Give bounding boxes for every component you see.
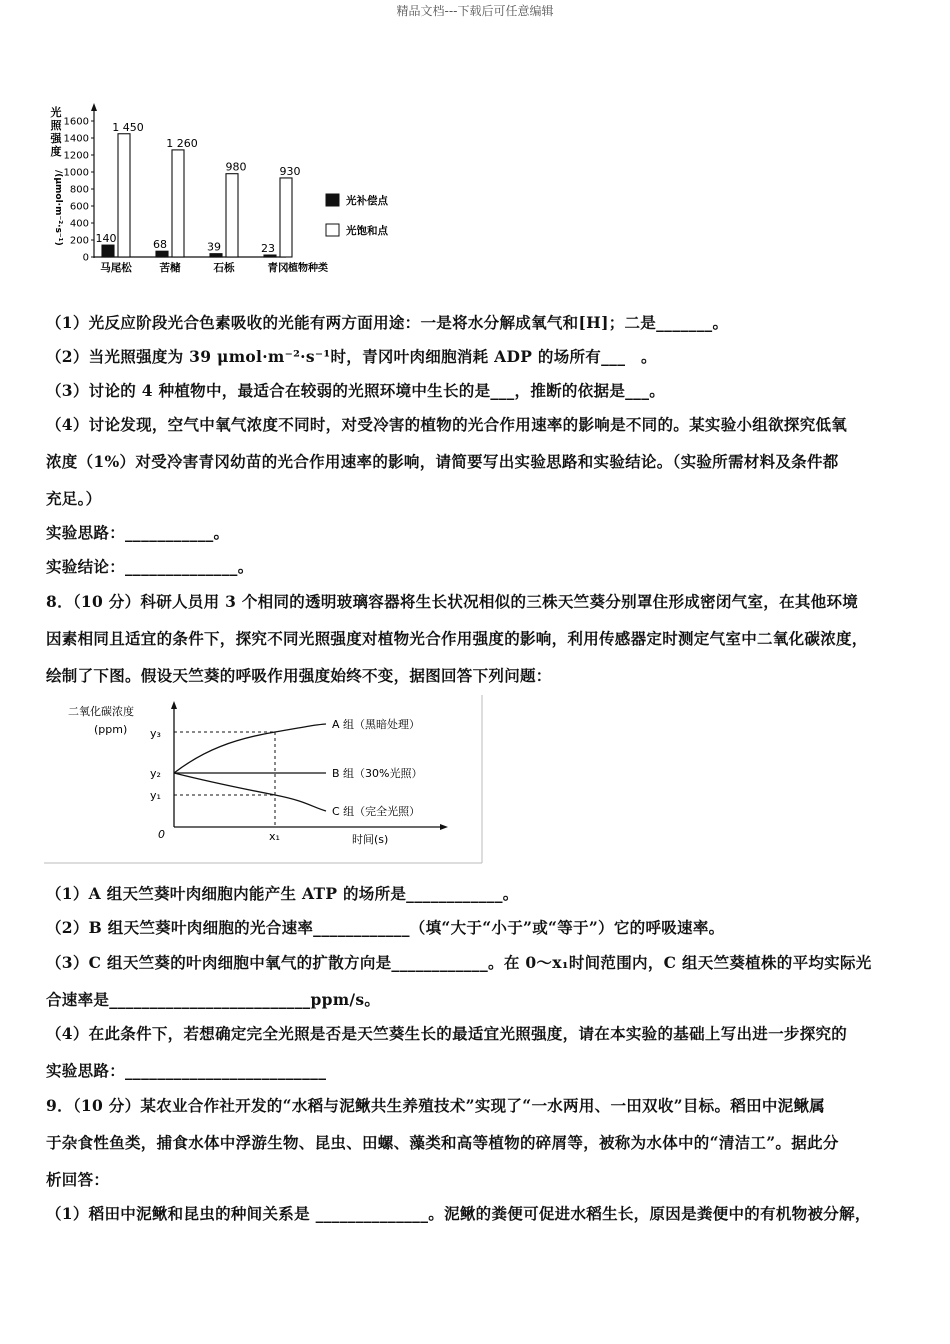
bar-saturation	[280, 178, 292, 257]
q7-part3: （3）讨论的 4 种植物中，最适合在较弱的光照环境中生长的是___，推断的依据是___。	[46, 381, 666, 400]
series-a-curve	[174, 724, 326, 773]
y-tick-label: 600	[69, 201, 89, 213]
q8-part3-line1: （3）C 组天竺葵的叶肉细胞中氧气的扩散方向是____________。在 0～x₁时间范围内，C 组天竺葵植株的平均实际光	[46, 953, 872, 972]
bar-value-label: 1 450	[112, 120, 144, 134]
y-axis-label-char: 光	[50, 106, 62, 119]
y2-label: y₂	[150, 767, 161, 780]
q8-part2: （2）B 组天竺葵叶肉细胞的光合速率____________（填“大于“小于”或“等于”）它的呼吸速率。	[46, 918, 725, 937]
series-a-label: A 组（黑暗处理）	[332, 718, 421, 731]
q8-part1: （1）A 组天竺葵叶肉细胞内能产生 ATP 的场所是____________。	[46, 884, 519, 903]
bar-value-label: 930	[279, 164, 301, 178]
bar-saturation	[118, 134, 130, 257]
y-tick-label: 800	[69, 184, 89, 196]
bar-compensation	[156, 251, 168, 257]
q8-intro-line1: 8．（10 分）科研人员用 3 个相同的透明玻璃容器将生长状况相似的三株天竺葵分别罩住形成密闭气室，在其他环境	[46, 592, 859, 611]
line-chart-svg	[44, 695, 484, 865]
legend-label-compensation: 光补偿点	[346, 195, 388, 207]
legend-swatch-saturation	[326, 224, 339, 236]
y-tick-label: 0	[82, 252, 89, 264]
q7-experiment-idea: 实验思路：___________。	[46, 523, 230, 542]
y-axis-label: 二氧化碳浓度	[68, 705, 134, 718]
origin-label: 0	[158, 828, 165, 841]
q7-part2: （2）当光照强度为 39 μmol·m⁻²·s⁻¹时，青冈叶肉细胞消耗 ADP 的场所有___ 。	[46, 347, 657, 366]
page-header: 精品文档---下载后可任意编辑	[396, 4, 554, 18]
bar-compensation	[264, 255, 276, 257]
y-tick-label: 1200	[63, 150, 89, 162]
bar-value-label: 980	[225, 160, 247, 174]
y-axis-unit: (ppm)	[94, 723, 128, 736]
q7-part4-line2: 浓度（1%）对受冷害青冈幼苗的光合作用速率的影响，请简要写出实验思路和实验结论。（实验所需材料及条件都	[46, 452, 839, 471]
legend-swatch-compensation	[326, 194, 339, 206]
x-axis-label: 时间(s)	[352, 833, 389, 846]
legend-label-saturation: 光饱和点	[346, 225, 388, 237]
x-category-label: 马尾松	[100, 262, 132, 274]
bar-value-label: 39	[207, 240, 221, 254]
q8-part4-line2: 实验思路：_________________________	[46, 1061, 327, 1080]
q9-part1: （1）稻田中泥鳅和昆虫的种间关系是 ______________。泥鳅的粪便可促进水稻生长，原因是粪便中的有机物被分解，	[46, 1204, 871, 1223]
bar-compensation	[210, 254, 222, 257]
q9-intro-line3: 析回答：	[46, 1170, 110, 1189]
q8-part3-line2: 合速率是_________________________ppm/s。	[46, 990, 381, 1009]
q7-part4-line1: （4）讨论发现，空气中氧气浓度不同时，对受冷害的植物的光合作用速率的影响是不同的。某实验小组欲探究低氧	[46, 415, 848, 434]
bar-value-label: 23	[261, 242, 275, 256]
x-axis-label: 植物种类	[288, 263, 328, 274]
q9-intro-line1: 9．（10 分）某农业合作社开发的“水稻与泥鳅共生养殖技术”实现了“一水两用、一田双收”目标。稻田中泥鳅属	[46, 1096, 826, 1115]
x-category-label: 苦槠	[159, 262, 181, 274]
x1-label: x₁	[269, 830, 280, 843]
bar-value-label: 1 260	[166, 136, 198, 150]
y1-label: y₁	[150, 789, 161, 802]
q7-part1: （1）光反应阶段光合色素吸收的光能有两方面用途：一是将水分解成氧气和[H]；二是_______。	[46, 313, 729, 332]
y-axis-label-char: 照	[50, 119, 62, 132]
x-axis-arrow	[440, 824, 448, 830]
bar-compensation	[102, 245, 114, 257]
x-category-label: 石栎	[213, 262, 235, 274]
q8-part4-line1: （4）在此条件下，若想确定完全光照是否是天竺葵生长的最适宜光照强度，请在本实验的基础上写出进一步探究的	[46, 1024, 848, 1043]
y-tick-label: 200	[69, 235, 89, 247]
q8-intro-line3: 绘制了下图。假设天竺葵的呼吸作用强度始终不变，据图回答下列问题：	[46, 666, 552, 685]
bar-saturation	[226, 174, 238, 257]
y-axis-label	[50, 105, 64, 246]
co2-concentration-line-chart	[44, 695, 484, 869]
y-axis-arrow	[91, 103, 97, 111]
x-category-label: 青冈	[267, 262, 289, 274]
y-tick-label: 400	[69, 218, 89, 230]
y-axis-arrow	[171, 701, 177, 709]
bar-chart-svg	[44, 100, 424, 280]
q7-experiment-conclusion: 实验结论：______________。	[46, 557, 254, 576]
bar-saturation	[172, 150, 184, 257]
q8-intro-line2: 因素相同且适宜的条件下，探究不同光照强度对植物光合作用强度的影响，利用传感器定时测定气室中二氧化碳浓度，	[46, 629, 868, 648]
y-axis-label-char: 强	[50, 132, 62, 145]
y-tick-label: 1400	[63, 133, 89, 145]
series-c-curve	[174, 773, 326, 811]
light-intensity-bar-chart	[44, 100, 424, 284]
q7-part4-line3: 充足。）	[46, 489, 102, 508]
q9-intro-line2: 于杂食性鱼类，捕食水体中浮游生物、昆虫、田螺、藻类和高等植物的碎屑等，被称为水体中的“清洁工”。据此分	[46, 1133, 839, 1152]
series-b-label: B 组（30%光照）	[332, 767, 423, 780]
y3-label: y₃	[150, 727, 161, 740]
y-axis-label-char: 度	[50, 145, 62, 158]
bar-value-label: 140	[95, 232, 117, 246]
y-axis-label-unit: /(μmol·m⁻²·s⁻¹)	[53, 170, 63, 246]
y-tick-label: 1000	[63, 167, 89, 179]
y-tick-label: 1600	[63, 116, 89, 128]
series-c-label: C 组（完全光照）	[332, 805, 421, 818]
bar-value-label: 68	[153, 238, 167, 252]
